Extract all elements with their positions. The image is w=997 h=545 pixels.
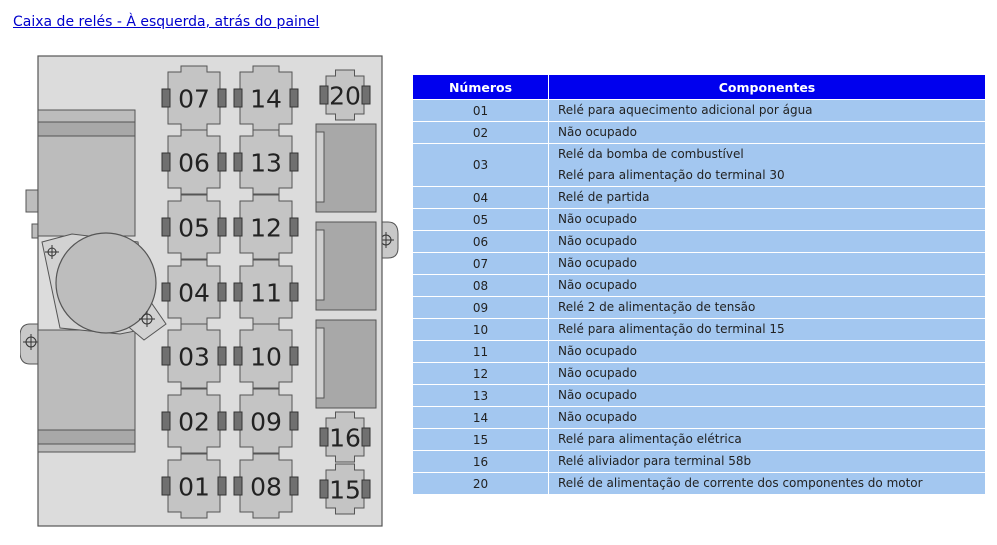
relay-number-cell: 02	[413, 122, 549, 144]
relay-14	[234, 66, 298, 130]
relay-number-cell: 15	[413, 429, 549, 451]
component-cell	[549, 363, 986, 385]
table-row	[413, 231, 986, 253]
relay-box-diagram	[20, 52, 400, 530]
table-row	[413, 429, 986, 451]
component-cell	[549, 144, 986, 187]
component-text: Relé para alimentação elétrica	[558, 432, 742, 446]
relay-label: 12	[250, 213, 282, 243]
header-numbers: Números	[413, 75, 549, 100]
relay-13	[234, 130, 298, 194]
component-cell	[549, 122, 986, 144]
table-row	[413, 144, 986, 187]
table-row	[413, 363, 986, 385]
component-text: Não ocupado	[558, 410, 637, 424]
relay-label: 01	[178, 472, 210, 502]
table-row	[413, 385, 986, 407]
component-text: Relé de alimentação de corrente dos componentes do motor	[558, 476, 923, 490]
component-text: Não ocupado	[558, 125, 637, 139]
component-cell	[549, 341, 986, 363]
relay-number-cell: 14	[413, 407, 549, 429]
relay-16	[320, 412, 370, 462]
component-text: Relé aliviador para terminal 58b	[558, 454, 752, 468]
table-row	[413, 451, 986, 473]
relay-label: 06	[178, 148, 210, 178]
table-row	[413, 275, 986, 297]
relay-20	[320, 70, 370, 120]
table-row	[413, 473, 986, 495]
relay-label: 09	[250, 407, 282, 437]
component-text: Não ocupado	[558, 344, 637, 358]
connector-block-lower	[38, 330, 135, 452]
relay-12	[234, 195, 298, 259]
relay-07	[162, 66, 226, 130]
page-title-link[interactable]: Caixa de relés - À esquerda, atrás do painel	[13, 14, 320, 30]
component-text: Relé para alimentação do terminal 15	[558, 322, 785, 336]
relay-label: 10	[250, 342, 282, 372]
relay-02	[162, 389, 226, 453]
relay-label: 05	[178, 213, 210, 243]
relay-label: 07	[178, 84, 210, 114]
relay-10	[234, 324, 298, 388]
component-cell	[549, 275, 986, 297]
component-text: Não ocupado	[558, 234, 637, 248]
relay-label: 20	[329, 81, 361, 111]
relay-label: 16	[329, 423, 361, 453]
component-text: Relé para alimentação do terminal 30	[558, 168, 785, 182]
table-row	[413, 341, 986, 363]
relay-number-cell: 07	[413, 253, 549, 275]
relay-number-cell: 03	[413, 144, 549, 187]
table-row	[413, 187, 986, 209]
component-cell	[549, 407, 986, 429]
component-text: Não ocupado	[558, 366, 637, 380]
relay-label: 13	[250, 148, 282, 178]
component-cell	[549, 385, 986, 407]
relay-label: 02	[178, 407, 210, 437]
connector-block-upper	[38, 110, 135, 236]
relay-number-cell: 09	[413, 297, 549, 319]
relay-number-cell: 13	[413, 385, 549, 407]
relay-number-cell: 20	[413, 473, 549, 495]
relay-11	[234, 260, 298, 324]
relay-label: 08	[250, 472, 282, 502]
relay-number-cell: 12	[413, 363, 549, 385]
component-text: Relé da bomba de combustível	[558, 147, 744, 161]
terminal-block-3	[316, 320, 376, 408]
component-cell	[549, 451, 986, 473]
relay-number-cell: 10	[413, 319, 549, 341]
mounting-tab-left	[20, 324, 40, 364]
relay-number-cell: 06	[413, 231, 549, 253]
relay-03	[162, 324, 226, 388]
component-cell	[549, 429, 986, 451]
table-row	[413, 253, 986, 275]
component-text: Relé de partida	[558, 190, 650, 204]
relay-09	[234, 389, 298, 453]
table-row	[413, 319, 986, 341]
component-text: Não ocupado	[558, 256, 637, 270]
relay-label: 04	[178, 278, 210, 308]
relay-label: 14	[250, 84, 282, 114]
relay-number-cell: 08	[413, 275, 549, 297]
relay-number-cell: 04	[413, 187, 549, 209]
table-row	[413, 100, 986, 122]
component-cell	[549, 253, 986, 275]
relay-08	[234, 454, 298, 518]
component-text: Não ocupado	[558, 212, 637, 226]
relay-05	[162, 195, 226, 259]
component-text: Relé para aquecimento adicional por água	[558, 103, 813, 117]
relay-label: 03	[178, 342, 210, 372]
components-table	[412, 74, 986, 495]
terminal-block-2	[316, 222, 376, 310]
table-row	[413, 407, 986, 429]
component-cell	[549, 319, 986, 341]
header-components: Componentes	[549, 75, 986, 100]
component-text: Relé 2 de alimentação de tensão	[558, 300, 756, 314]
table-row	[413, 297, 986, 319]
table-row	[413, 209, 986, 231]
component-cell	[549, 209, 986, 231]
relay-01	[162, 454, 226, 518]
relay-label: 15	[329, 475, 361, 505]
component-cell	[549, 100, 986, 122]
relay-number-cell: 16	[413, 451, 549, 473]
relay-06	[162, 130, 226, 194]
terminal-block-1	[316, 124, 376, 212]
relay-04	[162, 260, 226, 324]
relay-15	[320, 464, 370, 514]
component-cell	[549, 187, 986, 209]
component-cell	[549, 473, 986, 495]
relay-number-cell: 01	[413, 100, 549, 122]
relay-label: 11	[250, 278, 282, 308]
component-text: Não ocupado	[558, 388, 637, 402]
component-cell	[549, 297, 986, 319]
component-cell	[549, 231, 986, 253]
relay-number-cell: 05	[413, 209, 549, 231]
component-text: Não ocupado	[558, 278, 637, 292]
table-row	[413, 122, 986, 144]
relay-number-cell: 11	[413, 341, 549, 363]
table-header-row	[413, 75, 986, 100]
